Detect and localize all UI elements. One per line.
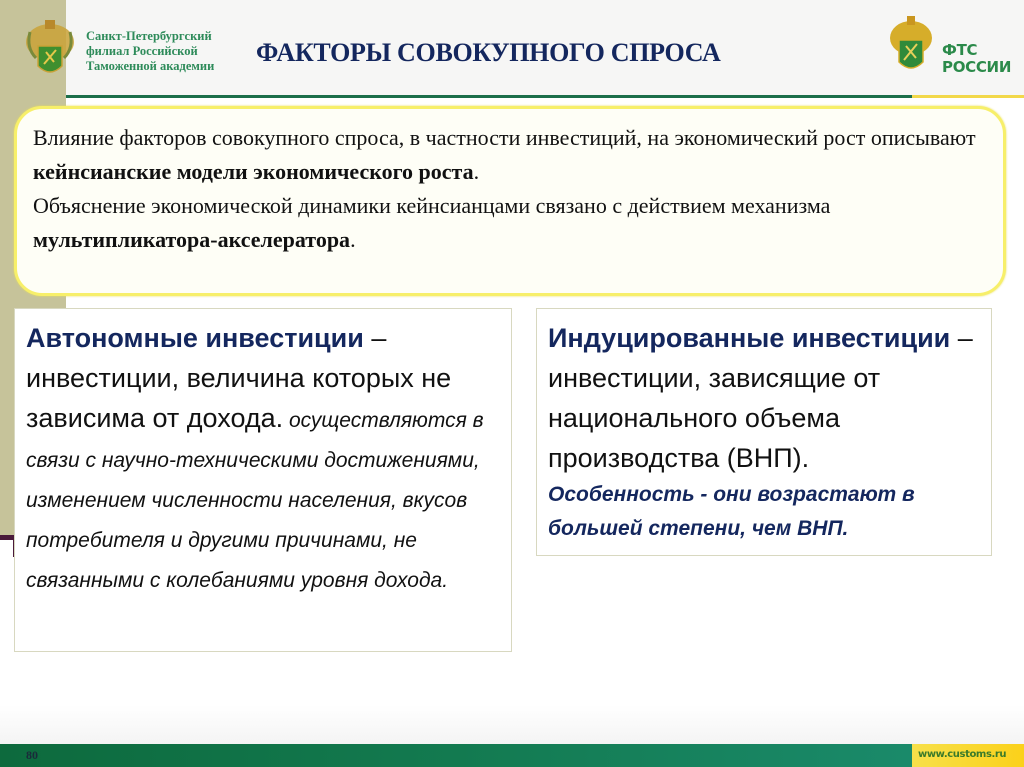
academy-line: Санкт-Петербургский (86, 29, 212, 43)
customs-academy-emblem-icon (24, 18, 76, 82)
fts-line: РОССИИ (942, 58, 1012, 76)
intro-p2-text: Объяснение экономической динамики кейнсианцами связано с действием механизма (33, 193, 831, 218)
footer-bar (0, 744, 912, 767)
header-divider-yellow (912, 95, 1024, 98)
website-link[interactable]: www.customs.ru (918, 749, 1007, 760)
induced-definition-text: инвестиции, зависящие от национального объема производства (ВНП). (548, 363, 881, 473)
intro-p1-text: Влияние факторов совокупного спроса, в частности инвестиций, на экономический рост описывают (33, 125, 976, 150)
intro-text (33, 121, 993, 257)
fts-emblem-icon (889, 14, 933, 76)
induced-investment-definition (548, 318, 988, 546)
intro-p2-emphasis: мультипликатора-акселератора (33, 227, 351, 252)
fts-line: ФТС (942, 41, 978, 59)
term-dash: – (363, 323, 387, 353)
academy-line: филиал Российской (86, 44, 198, 58)
intro-p1-emphasis: кейнсианские модели экономического роста (33, 159, 474, 184)
intro-p2-end: . (350, 227, 356, 252)
autonomous-term: Автономные инвестиции (26, 323, 364, 353)
page-number: 80 (26, 748, 38, 762)
autonomous-investment-definition (26, 318, 506, 598)
fts-logo-text (942, 42, 1011, 76)
autonomous-detail-text: осуществляются в связи с научно-техническими достижениями, изменением численности населения, вкусов потребителя и другими причинами, не связанными с колебаниями уровня дохода. (26, 409, 484, 592)
induced-note: Особенность - они возрастают в большей степени, чем ВНП. (548, 483, 915, 540)
autonomous-definition-text: инвестиции, величина которых не зависима от дохода. (26, 363, 452, 433)
header-divider-green (66, 95, 912, 98)
induced-term: Индуцированные инвестиции (548, 323, 951, 353)
term-dash: – (950, 323, 973, 353)
academy-line: Таможенной академии (86, 59, 215, 73)
intro-p1-end: . (473, 159, 480, 184)
footer-fade (0, 705, 1024, 745)
intro-callout (14, 106, 1006, 296)
academy-name (86, 29, 246, 74)
page-title: ФАКТОРЫ СОВОКУПНОГО СПРОСА (256, 38, 721, 67)
